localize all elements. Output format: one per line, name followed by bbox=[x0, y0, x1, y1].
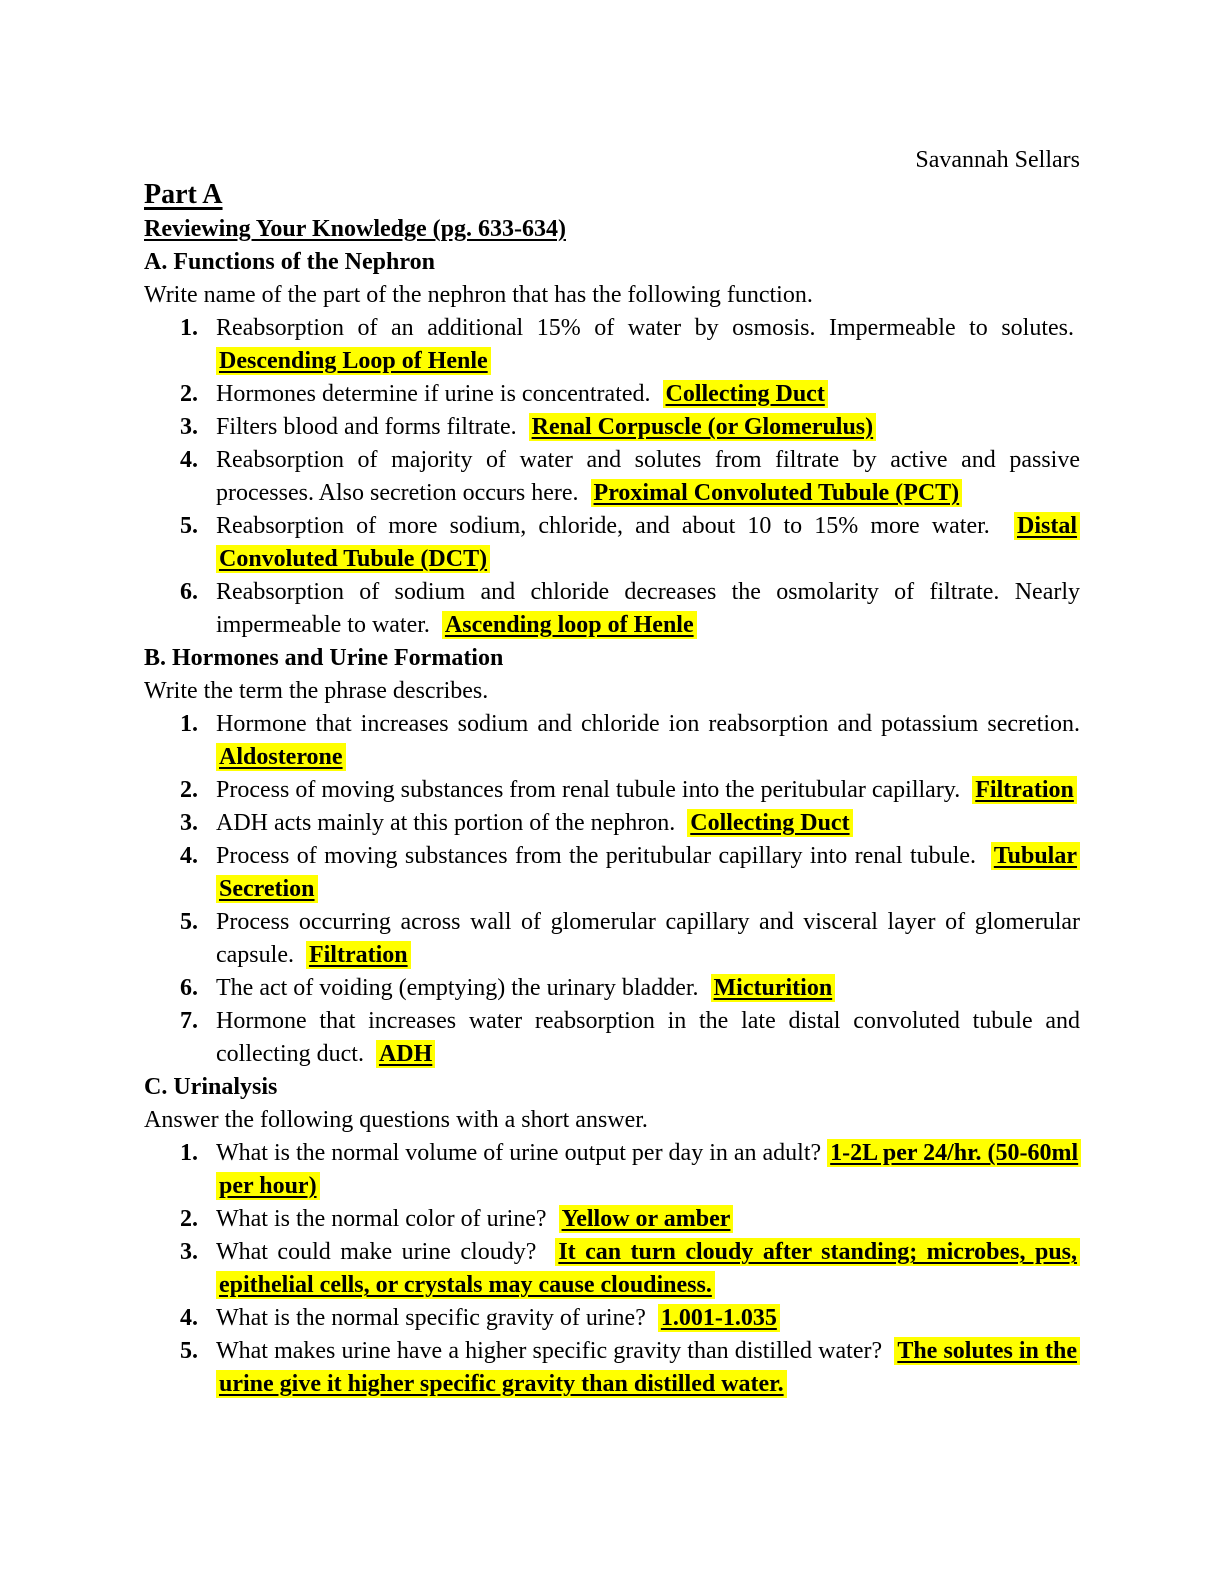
item-number: 1. bbox=[180, 315, 198, 341]
question-text: Reabsorption of sodium and chloride decreases the osmolarity of filtrate. Nearly impermeable to water. bbox=[216, 579, 1080, 638]
item-number: 2. bbox=[180, 381, 198, 407]
answer-highlight: Ascending loop of Henle bbox=[442, 611, 697, 639]
item-number: 4. bbox=[180, 447, 198, 473]
question-item bbox=[144, 378, 1080, 411]
answer-highlight: The solutes in the urine give it higher specific gravity than distilled water. bbox=[216, 1337, 1080, 1398]
question-item bbox=[144, 972, 1080, 1005]
section-intro: Answer the following questions with a short answer. bbox=[144, 1107, 648, 1133]
question-item bbox=[144, 840, 1080, 906]
item-number: 4. bbox=[180, 1305, 198, 1331]
item-number: 5. bbox=[180, 1338, 198, 1364]
question-item bbox=[144, 444, 1080, 510]
question-text: What could make urine cloudy? bbox=[216, 1239, 556, 1265]
answer-highlight: 1.001-1.035 bbox=[658, 1304, 780, 1332]
answer-highlight: Aldosterone bbox=[216, 743, 346, 771]
question-text: The act of voiding (emptying) the urinary bladder. bbox=[216, 975, 711, 1001]
question-text: Process of moving substances from renal tubule into the peritubular capillary. bbox=[216, 777, 973, 803]
question-item bbox=[144, 1203, 1080, 1236]
answer-highlight: It can turn cloudy after standing; microbes, pus, epithelial cells, or crystals may cause cloudiness. bbox=[216, 1238, 1080, 1299]
section-heading: B. Hormones and Urine Formation bbox=[144, 645, 504, 671]
answer-highlight: 1-2L per 24/hr. (50-60ml per hour) bbox=[216, 1139, 1081, 1200]
question-text: Hormone that increases sodium and chloride ion reabsorption and potassium secretion. bbox=[216, 711, 1080, 737]
question-text: Reabsorption of majority of water and solutes from filtrate by active and passive processes. Also secretion occurs here. bbox=[216, 447, 1080, 506]
section bbox=[144, 642, 1080, 1071]
question-text: Filters blood and forms filtrate. bbox=[216, 414, 529, 440]
item-number: 3. bbox=[180, 810, 198, 836]
question-text: ADH acts mainly at this portion of the nephron. bbox=[216, 810, 688, 836]
question-item bbox=[144, 807, 1080, 840]
question-text: Process of moving substances from the peritubular capillary into renal tubule. bbox=[216, 843, 991, 869]
answer-highlight: Filtration bbox=[972, 776, 1077, 804]
question-item bbox=[144, 708, 1080, 774]
section bbox=[144, 246, 1080, 642]
question-item bbox=[144, 1137, 1080, 1203]
item-number: 7. bbox=[180, 1008, 198, 1034]
question-item bbox=[144, 576, 1080, 642]
item-number: 2. bbox=[180, 777, 198, 803]
answer-highlight: Tubular Secretion bbox=[216, 842, 1080, 903]
section-intro: Write name of the part of the nephron that has the following function. bbox=[144, 282, 813, 308]
question-text: What is the normal specific gravity of urine? bbox=[216, 1305, 658, 1331]
section-heading: C. Urinalysis bbox=[144, 1074, 278, 1100]
item-number: 4. bbox=[180, 843, 198, 869]
question-text: What is the normal volume of urine output per day in an adult? bbox=[216, 1140, 828, 1166]
question-item bbox=[144, 1335, 1080, 1401]
question-text: Reabsorption of more sodium, chloride, and about 10 to 15% more water. bbox=[216, 513, 1014, 539]
question-text: Reabsorption of an additional 15% of water by osmosis. Impermeable to solutes. bbox=[216, 315, 1080, 341]
answer-highlight: ADH bbox=[376, 1040, 435, 1068]
question-item bbox=[144, 1005, 1080, 1071]
question-text: Hormones determine if urine is concentrated. bbox=[216, 381, 663, 407]
page-subtitle: Reviewing Your Knowledge (pg. 633-634) bbox=[144, 216, 566, 242]
answer-highlight: Micturition bbox=[711, 974, 836, 1002]
question-text: What makes urine have a higher specific gravity than distilled water? bbox=[216, 1338, 895, 1364]
answer-highlight: Descending Loop of Henle bbox=[216, 347, 491, 375]
item-number: 1. bbox=[180, 1140, 198, 1166]
question-item bbox=[144, 906, 1080, 972]
item-number: 6. bbox=[180, 975, 198, 1001]
item-number: 5. bbox=[180, 513, 198, 539]
question-text: Hormone that increases water reabsorption in the late distal convoluted tubule and collecting duct. bbox=[216, 1008, 1080, 1067]
author-name: Savannah Sellars bbox=[915, 147, 1080, 173]
question-item bbox=[144, 1302, 1080, 1335]
item-number: 3. bbox=[180, 1239, 198, 1265]
question-item bbox=[144, 411, 1080, 444]
item-number: 6. bbox=[180, 579, 198, 605]
page-title: Part A bbox=[144, 179, 223, 210]
answer-highlight: Collecting Duct bbox=[687, 809, 852, 837]
answer-highlight: Distal Convoluted Tubule (DCT) bbox=[216, 512, 1080, 573]
item-number: 5. bbox=[180, 909, 198, 935]
section-heading: A. Functions of the Nephron bbox=[144, 249, 435, 275]
sections-container bbox=[144, 246, 1080, 1401]
answer-highlight: Proximal Convoluted Tubule (PCT) bbox=[591, 479, 963, 507]
item-number: 1. bbox=[180, 711, 198, 737]
answer-highlight: Yellow or amber bbox=[559, 1205, 734, 1233]
answer-highlight: Filtration bbox=[306, 941, 411, 969]
question-text: What is the normal color of urine? bbox=[216, 1206, 559, 1232]
section-intro: Write the term the phrase describes. bbox=[144, 678, 489, 704]
section bbox=[144, 1071, 1080, 1401]
question-text: Process occurring across wall of glomerular capillary and visceral layer of glomerular capsule. bbox=[216, 909, 1080, 968]
question-item bbox=[144, 774, 1080, 807]
item-number: 3. bbox=[180, 414, 198, 440]
question-item bbox=[144, 510, 1080, 576]
item-number: 2. bbox=[180, 1206, 198, 1232]
question-item bbox=[144, 312, 1080, 378]
answer-highlight: Renal Corpuscle (or Glomerulus) bbox=[529, 413, 877, 441]
question-item bbox=[144, 1236, 1080, 1302]
answer-highlight: Collecting Duct bbox=[663, 380, 828, 408]
